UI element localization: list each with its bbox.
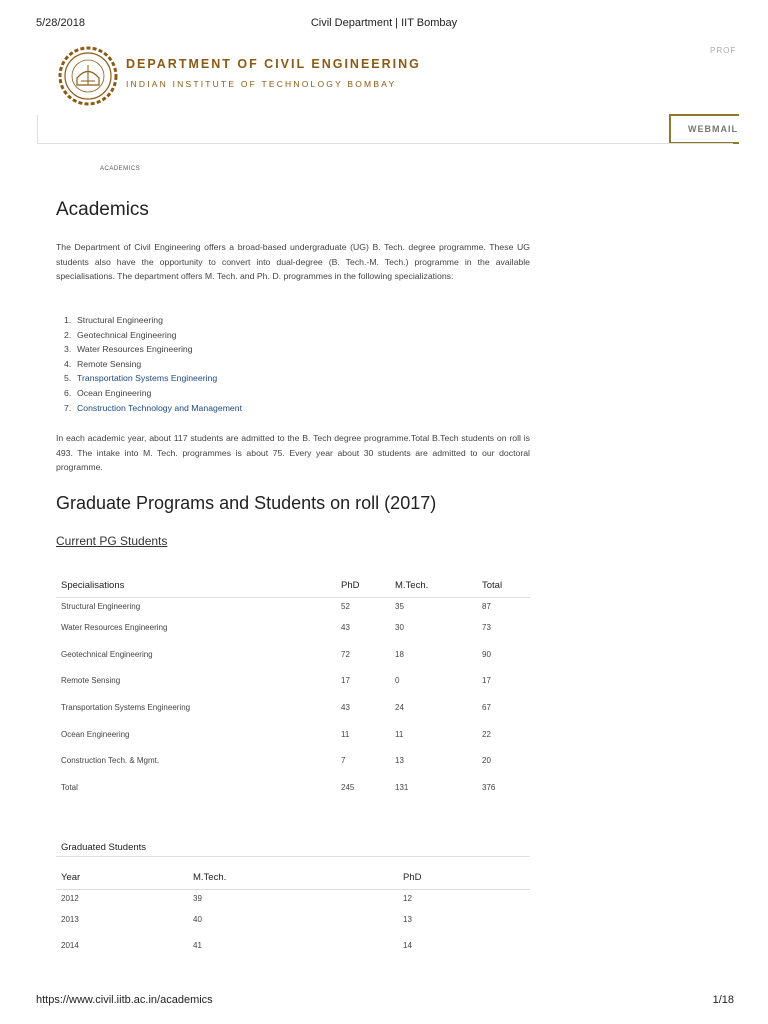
table-cell: 35 — [395, 601, 404, 611]
table-cell: 20 — [482, 756, 491, 766]
table-cell: 40 — [193, 914, 202, 924]
nav-divider — [37, 143, 733, 144]
breadcrumb[interactable]: ACADEMICS — [100, 166, 141, 172]
transportation-systems-link[interactable]: Transportation Systems Engineering — [77, 373, 218, 384]
list-number: 4. — [64, 358, 72, 369]
list-number: 1. — [64, 315, 72, 325]
intro-paragraph: The Department of Civil Engineering offers a broad-based undergraduate (UG) B. Tech. degree programme. These UG students also have the opportunity to convert into dual-degree (B. Tech.-M. Tech.) programme in the available specialisations. The department offers M. Tech. and Ph. D. programmes in the following specializations: — [56, 242, 530, 282]
table-cell: Geotechnical Engineering — [61, 649, 153, 659]
table-cell: Remote Sensing — [61, 676, 121, 686]
admissions-paragraph: In each academic year, about 117 students are admitted to the B. Tech degree programme.Total B.Tech students on roll is 493. The intake into M. Tech. programmes is about 75. Every year about 30 students are admitted to our doctoral programme. — [56, 433, 530, 473]
table-cell: Total — [61, 782, 78, 792]
table-cell: 13 — [395, 756, 404, 766]
table-cell: 17 — [341, 676, 350, 686]
table-cell: 0 — [395, 676, 400, 686]
graduate-section-title: Graduate Programs and Students on roll (2017) — [56, 493, 437, 513]
page-title: Academics — [56, 199, 149, 220]
list-number: 7. — [64, 402, 72, 413]
list-item — [64, 313, 242, 328]
table-cell: 11 — [341, 729, 350, 739]
table-cell: 73 — [482, 622, 491, 632]
table-row — [56, 890, 530, 907]
table-cell: 131 — [395, 782, 409, 792]
specialization-label: Water Resources Engineering — [77, 344, 193, 355]
table-cell: 2012 — [61, 893, 79, 903]
table-header-row — [56, 866, 530, 890]
caption-divider — [56, 856, 530, 857]
current-pg-students-heading: Current PG Students — [56, 534, 168, 548]
table-row — [56, 721, 530, 748]
table-cell: 43 — [341, 702, 350, 712]
print-url: https://www.civil.iitb.ac.in/academics — [36, 994, 213, 1006]
table-cell: 24 — [395, 702, 404, 712]
specialization-label: Ocean Engineering — [77, 387, 152, 398]
table-cell: 39 — [193, 893, 202, 903]
table-row — [56, 667, 530, 694]
list-number: 5. — [64, 373, 72, 384]
table-cell: 90 — [482, 649, 491, 659]
list-item — [64, 342, 242, 357]
print-title: Civil Department | IIT Bombay — [310, 17, 458, 29]
table-row — [56, 641, 530, 668]
institute-title: INDIAN INSTITUTE OF TECHNOLOGY BOMBAY — [126, 79, 397, 89]
table-cell: 72 — [341, 649, 350, 659]
table-cell: 43 — [341, 622, 350, 632]
table-row — [56, 614, 530, 641]
table-cell: 30 — [395, 622, 404, 632]
table-cell: Ocean Engineering — [61, 729, 130, 739]
table-cell: 2013 — [61, 914, 79, 924]
specialization-label: Remote Sensing — [77, 358, 142, 369]
table-cell: 67 — [482, 702, 491, 712]
table-cell: 41 — [193, 941, 202, 951]
table-cell: 18 — [395, 649, 404, 659]
table-header-row — [56, 574, 530, 598]
column-header: Year — [56, 866, 188, 890]
table-cell: Structural Engineering — [61, 601, 141, 611]
table-cell: 52 — [341, 601, 350, 611]
list-item — [64, 401, 242, 416]
table-cell: 22 — [482, 729, 491, 739]
graduated-students-caption: Graduated Students — [61, 842, 147, 853]
table-cell: 87 — [482, 601, 491, 611]
list-item — [64, 386, 242, 401]
list-item — [64, 357, 242, 372]
table-cell: 12 — [403, 893, 412, 903]
list-item — [64, 371, 242, 386]
table-cell: 376 — [482, 782, 496, 792]
table-cell: 14 — [403, 941, 412, 951]
table-cell: 245 — [341, 782, 355, 792]
table-row — [56, 906, 530, 933]
table-cell: 13 — [403, 914, 412, 924]
table-cell: 11 — [395, 729, 404, 739]
specialization-label: Geotechnical Engineering — [77, 329, 177, 340]
column-header: PhD — [398, 866, 530, 890]
column-header: Total — [477, 574, 530, 598]
column-header: Specialisations — [56, 574, 336, 598]
table-cell: 17 — [482, 676, 491, 686]
table-row — [56, 598, 530, 615]
pg-students-table — [56, 574, 530, 801]
list-number: 6. — [64, 387, 72, 398]
prof-link[interactable]: PROF — [710, 46, 737, 55]
print-date: 5/28/2018 — [36, 17, 85, 29]
specialization-label: Structural Engineering — [77, 315, 163, 325]
table-cell: 2014 — [61, 941, 79, 951]
nav-divider-left — [37, 115, 38, 144]
table-cell: 7 — [341, 756, 346, 766]
list-item — [64, 328, 242, 343]
specializations-list — [64, 313, 242, 415]
list-number: 2. — [64, 329, 72, 340]
list-number: 3. — [64, 344, 72, 355]
webmail-button[interactable]: WEBMAIL — [669, 114, 739, 144]
department-title[interactable]: DEPARTMENT OF CIVIL ENGINEERING — [126, 57, 421, 71]
table-cell: Transportation Systems Engineering — [61, 702, 191, 712]
column-header: M.Tech. — [390, 574, 477, 598]
table-cell: Construction Tech. & Mgmt. — [61, 756, 160, 766]
iitb-logo-icon[interactable] — [57, 45, 119, 107]
table-row — [56, 933, 530, 960]
graduated-students-table — [56, 866, 530, 959]
table-cell: Water Resources Engineering — [61, 622, 168, 632]
column-header: M.Tech. — [188, 866, 398, 890]
construction-technology-link[interactable]: Construction Technology and Management — [77, 402, 243, 413]
column-header: PhD — [336, 574, 390, 598]
table-row — [56, 774, 530, 801]
table-row — [56, 694, 530, 721]
print-page-number: 1/18 — [712, 994, 734, 1006]
table-row — [56, 747, 530, 774]
